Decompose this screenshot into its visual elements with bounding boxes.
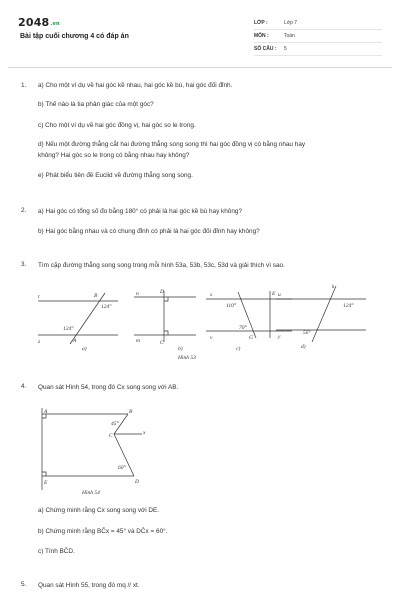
figure-sublabel: c) <box>236 346 241 352</box>
label-d: D <box>160 289 164 295</box>
figure-sublabel: d) <box>301 344 306 350</box>
label-s: s <box>210 292 213 298</box>
question-text: Tìm cặp đường thẳng song song trong mỗi hình 53a, 53b, 53c, 53d và giải thích vì sao. <box>38 262 285 269</box>
figure-caption: Hình 54 <box>82 490 100 496</box>
angle-label: 124° <box>101 304 112 310</box>
document-meta <box>254 17 382 56</box>
meta-label: LỚP : <box>254 20 268 26</box>
meta-value: Lớp 7 <box>284 20 298 26</box>
label-a: A <box>73 338 77 344</box>
label-k: k <box>332 284 335 290</box>
figure-sublabel: b) <box>178 346 183 352</box>
label-d: D <box>135 479 139 485</box>
label-c: C <box>109 433 113 439</box>
angle-label: 110° <box>226 303 237 309</box>
meta-row-subject <box>254 30 382 43</box>
label-e: E <box>272 291 276 297</box>
meta-label: MÔN : <box>254 33 269 39</box>
question-part: c) Cho một ví dụ về hai góc đồng vị, hai góc so le trong. <box>38 122 196 129</box>
label-b: B <box>129 409 133 415</box>
question-part: a) Cho một ví dụ về hai góc kề nhau, hai góc kề bù, hai góc đối đỉnh. <box>38 82 233 89</box>
label-g: G <box>249 335 253 341</box>
logo-text: 2048 <box>18 16 50 29</box>
question-part: a) Chứng minh rằng Cx song song với DE. <box>38 507 160 514</box>
angle-label: 60° <box>118 465 126 471</box>
angle-label: 70° <box>239 325 247 331</box>
label-e: E <box>44 480 48 486</box>
question-number: 5. <box>21 581 27 588</box>
label-a: A <box>44 409 48 415</box>
question-part: e) Phát biểu tiên đề Euclid về đường thẳng song song. <box>38 172 193 179</box>
document-header <box>0 0 400 62</box>
label-v: v <box>210 335 213 341</box>
question-number: 2. <box>21 207 27 214</box>
question-number: 4. <box>21 383 27 390</box>
meta-value: 5 <box>284 46 287 52</box>
angle-label: 45° <box>111 421 119 427</box>
angle-label: 56° <box>303 330 311 336</box>
meta-row-class <box>254 17 382 30</box>
meta-label: SỐ CÂU : <box>254 46 277 52</box>
label-y: y <box>278 334 281 340</box>
question-part: b) Thế nào là tia phân giác của một góc? <box>38 101 154 108</box>
question-text: Quan sát Hình 55, trong đó mq // xt. <box>38 582 140 589</box>
label-t: t <box>38 294 40 300</box>
meta-row-count <box>254 43 382 56</box>
document-title: Bài tập cuối chương 4 có đáp án <box>20 33 129 40</box>
figure-53 <box>30 284 370 362</box>
question-part: d) Nếu một đường thẳng cắt hai đường thẳng song song thì hai góc đồng vị có bằng nhau hay <box>38 141 306 148</box>
label-b: B <box>94 293 98 299</box>
label-z: z <box>38 339 41 345</box>
label-u: u <box>278 292 281 298</box>
label-c: C <box>160 340 164 346</box>
header-divider <box>8 67 392 68</box>
logo-domain: .vn <box>50 21 60 27</box>
figure-caption: Hình 53 <box>178 355 196 361</box>
question-part: c) Tính BĈD. <box>38 548 75 555</box>
question-number: 3. <box>21 261 27 268</box>
site-logo[interactable] <box>18 16 60 29</box>
question-text: Quan sát Hình 54, trong đó Cx song song với AB. <box>38 384 179 391</box>
question-part: b) Chứng minh rằng BĈx = 45° và DĈx = 60°. <box>38 528 168 535</box>
label-x: x <box>143 430 146 436</box>
label-m: m <box>136 338 140 344</box>
angle-label: 124° <box>343 303 354 309</box>
meta-value: Toán <box>284 33 295 39</box>
angle-label: 124° <box>63 326 74 332</box>
figure-sublabel: a) <box>82 346 87 352</box>
question-part: a) Hai góc có tổng số đo bằng 180° có phải là hai góc kề bù hay không? <box>38 208 243 215</box>
label-n: n <box>136 291 139 297</box>
question-part: không? Hai góc so le trong có bằng nhau hay không? <box>38 152 190 159</box>
question-number: 1. <box>21 82 27 89</box>
question-part: b) Hai góc bằng nhau và có chung đỉnh có phải là hai góc đối đỉnh hay không? <box>38 228 260 235</box>
figure-54 <box>38 404 158 498</box>
